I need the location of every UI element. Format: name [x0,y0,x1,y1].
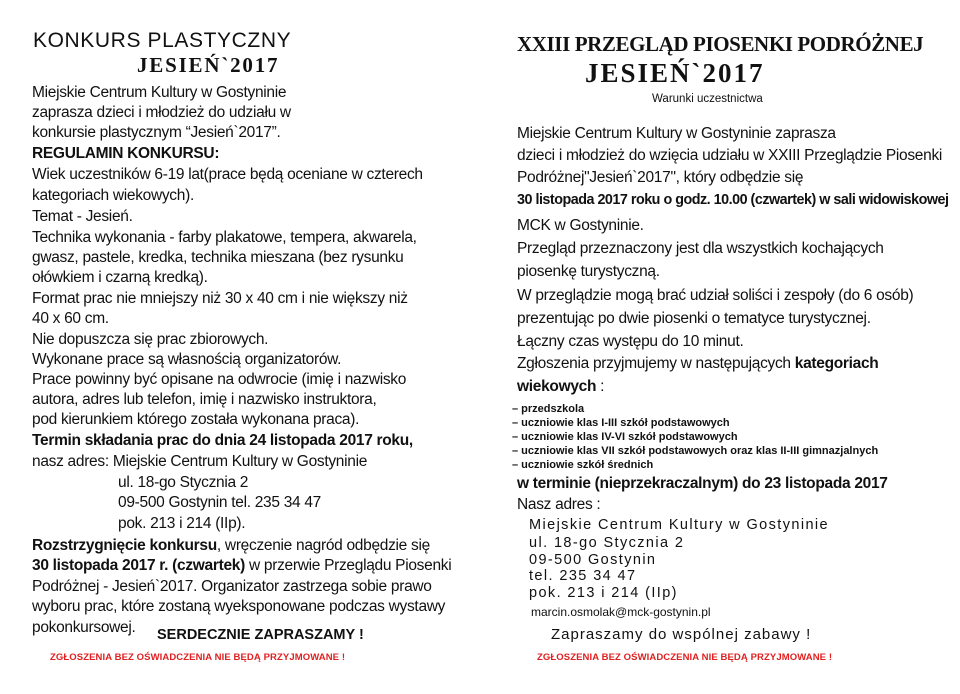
verdict-comma: , [216,537,221,554]
right-line: piosenkę turystyczną. [517,263,660,280]
left-line: Nie dopuszcza się prac zbiorowych. [32,331,269,348]
categories-intro-text: Zgłoszenia przyjmujemy w następujących [517,355,791,372]
regulations-heading: REGULAMIN KONKURSU: [32,145,220,162]
category-item: – uczniowie klas VII szkół podstawowych oraz klas II-III gimnazjalnych [512,445,879,457]
verdict-line [32,537,430,555]
right-line: Przegląd przeznaczony jest dla wszystkich kochających [517,240,884,257]
date-rest: w przerwie Przeglądu Piosenki [249,557,452,574]
right-line: dzieci i młodzież do wzięcia udziału w XXIII Przeglądzie Piosenki [517,147,943,164]
verdict-rest: wręczenie nagród odbędzie się [224,537,430,554]
categories-intro [517,355,878,373]
right-closing: Zapraszamy do wspólnej zabawy ! [551,626,812,643]
verdict-bold: Rozstrzygnięcie konkursu [32,537,217,554]
left-line: Format prac nie mniejszy niż 30 x 40 cm i nie większy niż [32,290,408,307]
category-item: – uczniowie klas I-III szkół podstawowych [512,417,730,429]
category-item: – uczniowie szkół średnich [512,459,654,471]
right-line: Podróżnej"Jesień`2017", który odbędzie się [517,169,804,186]
category-item: – przedszkola [512,403,585,415]
right-line: Łączny czas występu do 10 minut. [517,333,744,350]
address-line: ul. 18-go Stycznia 2 [118,474,249,491]
address-line: pok. 213 i 214 (IIp) [529,585,678,601]
left-line: wyboru prac, które zostaną wyeksponowane podczas wystawy [32,598,446,615]
event-date-line: 30 listopada 2017 roku o godz. 10.00 (czwartek) w sali widowiskowej [517,192,949,208]
left-line: kategoriach wiekowych). [32,187,194,204]
address-line: tel. 235 34 47 [529,568,637,584]
age-colon: : [596,378,605,395]
left-notice: ZGŁOSZENIA BEZ OŚWIADCZENIA NIE BĘDĄ PRZYJMOWANE ! [50,652,346,663]
address-label: Nasz adres : [517,496,601,513]
left-line: Podróżnej - Jesień`2017. Organizator zastrzega sobie prawo [32,578,432,595]
email-link[interactable]: marcin.osmolak@mck-gostynin.pl [531,605,711,619]
left-line: Temat - Jesień. [32,208,133,225]
left-line: autora, adres lub telefon, imię i nazwisko instruktora, [32,391,377,408]
left-line: Technika wykonania - farby plakatowe, tempera, akwarela, [32,229,417,246]
age-line [517,378,604,396]
right-line: prezentując po dwie piosenki o tematyce turystycznej. [517,310,871,327]
left-line: ołówkiem i czarną kredką). [32,269,208,286]
left-line: Miejskie Centrum Kultury w Gostyninie [32,84,287,101]
deadline-line: Termin składania prac do dnia 24 listopada 2017 roku, [32,432,413,449]
address-line: 09-500 Gostynin [529,552,657,568]
left-line: 40 x 60 cm. [32,310,109,327]
left-line: Wiek uczestników 6-19 lat(prace będą oceniane w czterech [32,166,423,183]
right-title: XXIII PRZEGLĄD PIOSENKI PODRÓŻNEJ [517,32,924,56]
address-line: ul. 18-go Stycznia 2 [529,535,685,551]
left-line: gwasz, pastele, kredka, technika mieszana (bez rysunku [32,249,404,266]
category-item: – uczniowie klas IV-VI szkół podstawowych [512,431,738,443]
left-line: konkursie plastycznym “Jesień`2017”. [32,124,281,141]
right-line: W przeglądzie mogą brać udział soliści i zespoły (do 6 osób) [517,287,914,304]
left-line: zaprasza dzieci i młodzież do udziału w [32,104,291,121]
left-subtitle: JESIEŃ`2017 [137,53,280,77]
right-caption: Warunki uczestnictwa [652,93,763,105]
left-line: pod kierunkiem którego została wykonana praca). [32,411,360,428]
left-line: Prace powinny być opisane na odwrocie (imię i nazwisko [32,371,407,388]
deadline-right: w terminie (nieprzekraczalnym) do 23 listopada 2017 [517,475,888,492]
date-line [32,557,451,575]
date-bold: 30 listopada 2017 r. (czwartek) [32,557,245,574]
age-bold: wiekowych [517,378,597,395]
address-line: Miejskie Centrum Kultury w Gostyninie [529,517,829,533]
right-notice: ZGŁOSZENIA BEZ OŚWIADCZENIA NIE BĘDĄ PRZYJMOWANE ! [537,652,833,663]
left-line: Wykonane prace są własnością organizatorów. [32,351,342,368]
right-line: Miejskie Centrum Kultury w Gostyninie zaprasza [517,125,836,142]
address-line: 09-500 Gostynin tel. 235 34 47 [118,494,321,511]
categories-intro-bold: kategoriach [794,355,879,372]
left-line: pokonkursowej. [32,619,136,636]
right-line: MCK w Gostyninie. [517,217,644,234]
left-line: nasz adres: Miejskie Centrum Kultury w Gostyninie [32,453,368,470]
right-subtitle: JESIEŃ`2017 [585,58,765,88]
left-closing: SERDECZNIE ZAPRASZAMY ! [157,627,364,643]
address-line: pok. 213 i 214 (IIp). [118,515,246,532]
left-title: KONKURS PLASTYCZNY [33,29,292,52]
